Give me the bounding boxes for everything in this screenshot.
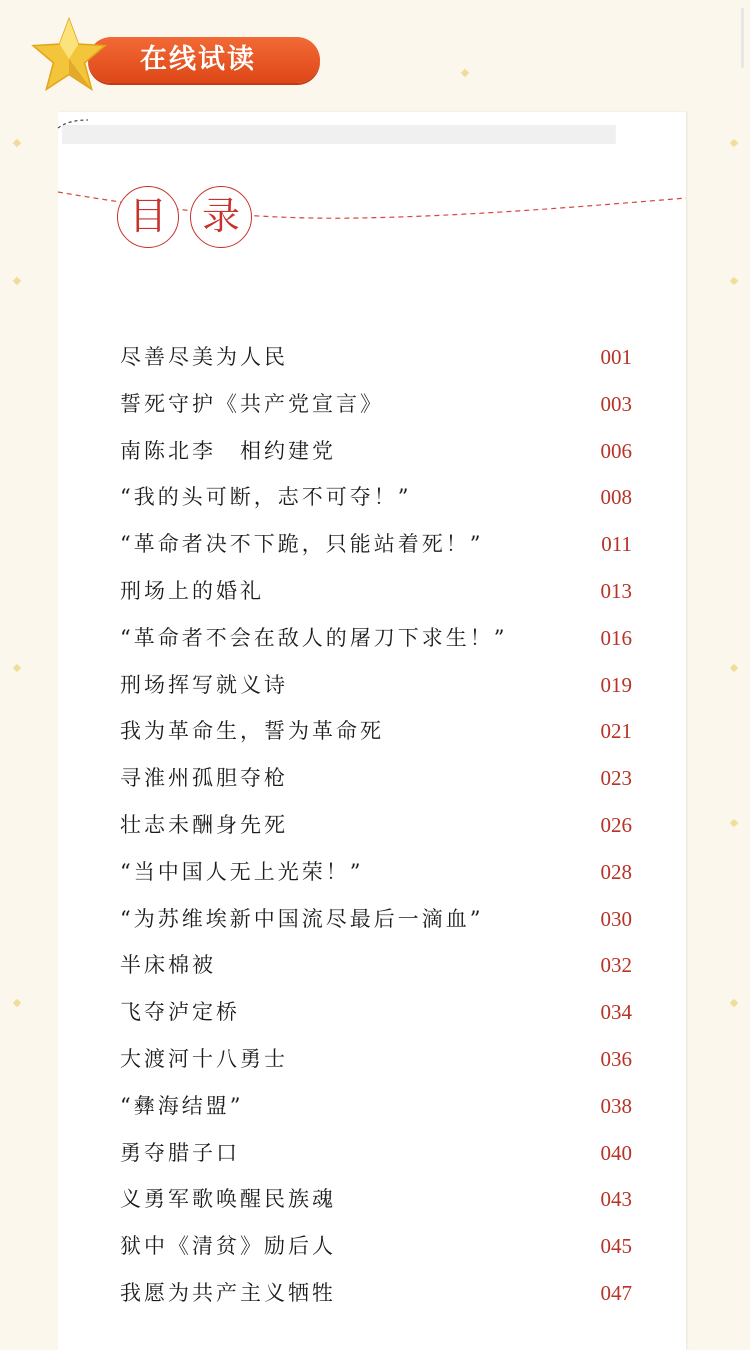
toc-entry[interactable] (120, 942, 636, 989)
toc-entry-title: 大渡河十八勇士 (120, 1046, 288, 1071)
toc-entry[interactable] (120, 1130, 636, 1177)
decor-dot (13, 999, 21, 1007)
toc-entry-page: 043 (600, 1187, 632, 1212)
toc-entry-title: “为苏维埃新中国流尽最后一滴血” (120, 906, 484, 931)
toc-entry[interactable] (120, 802, 636, 849)
toc-entry-page: 034 (600, 1000, 632, 1025)
toc-entry-title: 南陈北李 相约建党 (120, 438, 336, 463)
toc-entry[interactable] (120, 708, 636, 755)
toc-entry-page: 030 (600, 906, 632, 931)
toc-entry[interactable] (120, 1036, 636, 1083)
toc-entry-title: “革命者决不下跪，只能站着死！” (120, 532, 484, 557)
star-icon (30, 16, 108, 94)
decor-dot (730, 999, 738, 1007)
toc-entry[interactable] (120, 615, 636, 662)
toc-entry[interactable] (120, 755, 636, 802)
toc-entry-title: “当中国人无上光荣！” (120, 859, 364, 884)
toc-entry-page: 016 (600, 625, 632, 650)
decor-dot (730, 277, 738, 285)
toc-entry-title: 勇夺腊子口 (120, 1140, 240, 1165)
toc-entry[interactable] (120, 896, 636, 943)
decor-dot (730, 664, 738, 672)
toc-entry-title: 半床棉被 (120, 953, 216, 978)
decor-dot (13, 277, 21, 285)
toc-entry[interactable] (120, 428, 636, 475)
toc-entry-page: 023 (600, 766, 632, 791)
toc-entry-title: 寻淮州孤胆夺枪 (120, 766, 288, 791)
toc-title-char: 录 (190, 186, 252, 248)
toc-entry-title: 刑场挥写就义诗 (120, 672, 288, 697)
toc-entry[interactable] (120, 662, 636, 709)
toc-entry-title: 狱中《清贫》励后人 (120, 1234, 336, 1259)
toc-entry-page: 006 (600, 438, 632, 463)
toc-entry-page: 008 (600, 485, 632, 510)
toc-entry-title: 刑场上的婚礼 (120, 578, 264, 603)
toc-entry[interactable] (120, 334, 636, 381)
toc-entry[interactable] (120, 849, 636, 896)
toc-entry-title: 誓死守护《共产党宣言》 (120, 391, 384, 416)
toc-entry-title: 我为革命生，誓为革命死 (120, 719, 384, 744)
toc-entry[interactable] (120, 989, 636, 1036)
toc-entry[interactable] (120, 1223, 636, 1270)
decor-dot (13, 664, 21, 672)
toc-entry-title: 壮志未酬身先死 (120, 812, 288, 837)
decor-dot (461, 69, 469, 77)
banner-label: 在线试读 (140, 44, 256, 75)
toc-entry-page: 038 (600, 1093, 632, 1118)
toc-entry-page: 028 (600, 859, 632, 884)
toc-entry[interactable] (120, 521, 636, 568)
toc-entry-title: 尽善尽美为人民 (120, 345, 288, 369)
toc-entry-page: 040 (600, 1140, 632, 1165)
toc-entry-title: “彝海结盟” (120, 1093, 244, 1118)
toc-entry-page: 003 (600, 391, 632, 416)
toc-entry-page: 021 (600, 719, 632, 744)
toc-entry-page: 019 (600, 672, 632, 697)
toc-entry[interactable] (120, 381, 636, 428)
toc-entry-page: 001 (600, 345, 632, 369)
toc-entry-page: 011 (601, 532, 632, 557)
toc-entry-title: 义勇军歌唤醒民族魂 (120, 1187, 336, 1212)
watermark-line: █████████████████████████████████████████████ (62, 125, 616, 144)
toc-entry[interactable] (120, 568, 636, 615)
decor-dot (730, 819, 738, 827)
toc-entry-title: “革命者不会在敌人的屠刀下求生！” (120, 625, 508, 650)
toc-entry-page: 032 (600, 953, 632, 978)
toc-entry-page: 047 (600, 1280, 632, 1305)
scrollbar[interactable] (741, 8, 744, 68)
toc-entry-page: 026 (600, 812, 632, 837)
toc-entry-title: “我的头可断，志不可夺！” (120, 485, 412, 510)
toc-entry[interactable] (120, 1083, 636, 1130)
toc-entry-title: 飞夺泸定桥 (120, 1000, 240, 1025)
toc-entry[interactable] (120, 1176, 636, 1223)
toc-entry-page: 013 (600, 578, 632, 603)
toc-entry-page: 045 (600, 1234, 632, 1259)
decor-wave (0, 112, 750, 222)
toc-entry-page: 036 (600, 1046, 632, 1071)
toc-list (120, 334, 636, 1317)
toc-entry[interactable] (120, 474, 636, 521)
toc-entry[interactable] (120, 1270, 636, 1317)
toc-title-char: 目 (117, 186, 179, 248)
toc-entry-title: 我愿为共产主义牺牲 (120, 1280, 336, 1305)
